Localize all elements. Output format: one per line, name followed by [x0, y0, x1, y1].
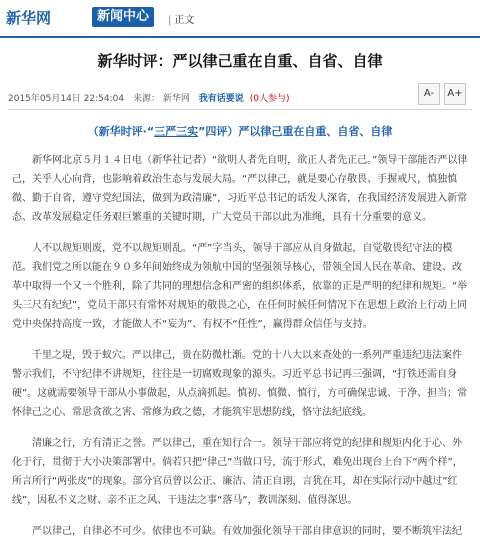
- publish-date: 2015年05月14日 22:54:04: [8, 94, 125, 104]
- font-decrease-button[interactable]: A-: [418, 83, 440, 105]
- subheading-prefix: （新华时评·“: [87, 125, 155, 138]
- paragraph-2: 人不以规矩则废，党不以规矩则乱。“严”字当头，领导干部应从自身做起，自觉敬畏纪守法的模范。我们党之所以能在９０多年间始终成为领航中国的坚强领导核心，带领全国人民在革命、建设、改革中取得一个又一个胜利，除了共同的理想信念和严密的组织体系，依靠的正是严明的纪律和规矩。“举头三尺有纪纪”，党员干部只有常怀对规矩的敬畏之心，在任何时候任何情况下在思想上政治上行动上同党中央保持高度一致，才能做人不“妄为”、有权不“任性”，赢得群众信任与支持。: [12, 243, 468, 330]
- breadcrumb-current: 正文: [174, 15, 195, 26]
- breadcrumb-separator: |: [168, 15, 172, 26]
- article-headline: 新华时评：严以律己重在自重、自省、自律: [97, 52, 383, 70]
- site-logo[interactable]: 新华网: [6, 9, 52, 27]
- paragraph-5: 严以律己，自律必不可少。依律也不可缺。有效加强化领导干部自律意识的同时，要不断筑牢法纪: [32, 526, 462, 537]
- subheading-suffix: ”四评）严以律己重在自重、自省、自律: [198, 125, 393, 138]
- article-subheading: [0, 123, 480, 139]
- section-link-news-center[interactable]: 新闻中心: [92, 7, 154, 27]
- three-strict-link[interactable]: 三严三实: [154, 125, 199, 138]
- article-meta: [8, 91, 295, 104]
- paragraph-1: 新华网北京５月１４日电（新华社记者）“欲明人者先自明，欲正人者先正己。”领导干部能否严以律己，关乎人心向背，也影响着政治生态与发展大局。“严以律己，就是要心存敬畏、手握戒尺，慎独慎微、勤于自省，遵守党纪国法，做到为政清廉”，习近平总书记的话发人深省，在我国经济发展进入新常态、改革发展稳定任务艰巨繁重的关键时期，广大党员干部以此为准绳，具有十分重要的意义。: [12, 155, 468, 223]
- article-meta-bar: [8, 79, 472, 110]
- breadcrumb: [168, 11, 194, 26]
- site-header: [0, 0, 480, 38]
- article-body: [12, 151, 468, 541]
- font-increase-button[interactable]: A+: [444, 83, 466, 105]
- comment-link[interactable]: 我有话要说: [198, 94, 244, 104]
- paragraph-4: 清廉之行，方有清正之誉。严以律己，重在知行合一。领导干部应将党的纪律和规矩内化于心、外化于行，贯彻于大小决策部署中。倘若只把“律己”当做口号，流于形式，难免出现台上台下“两个样”，所言所行“两张皮”的现象。部分官员曾以公正、廉洁、清正自诩，言犹在耳，却在实际行动中越过“红线”，因私不义之财、亲不正之风、干违法之事“落马”，教训深刻、值得深思。: [12, 438, 463, 506]
- article-source: 来源： 新华网: [132, 94, 190, 104]
- comment-count[interactable]: (0人参与): [249, 94, 290, 104]
- paragraph-3: 千里之堤，毁于蚁穴。严以律己，贵在防微杜渐。党的十八大以来查处的一系列严重违纪违法案件警示我们，不守纪律不讲规矩，往往是一切腐败现象的源头。习近平总书记再三强调，“打铁还需自身硬”。这就需要领导干部从小事做起，从点滴抓起。慎初、慎微、慎行，方可确保忠诚、干净、担当；常怀律己之心、常思贪欲之害、常修为政之德，才能筑牢思想防线，恪守法纪底线。: [12, 350, 468, 418]
